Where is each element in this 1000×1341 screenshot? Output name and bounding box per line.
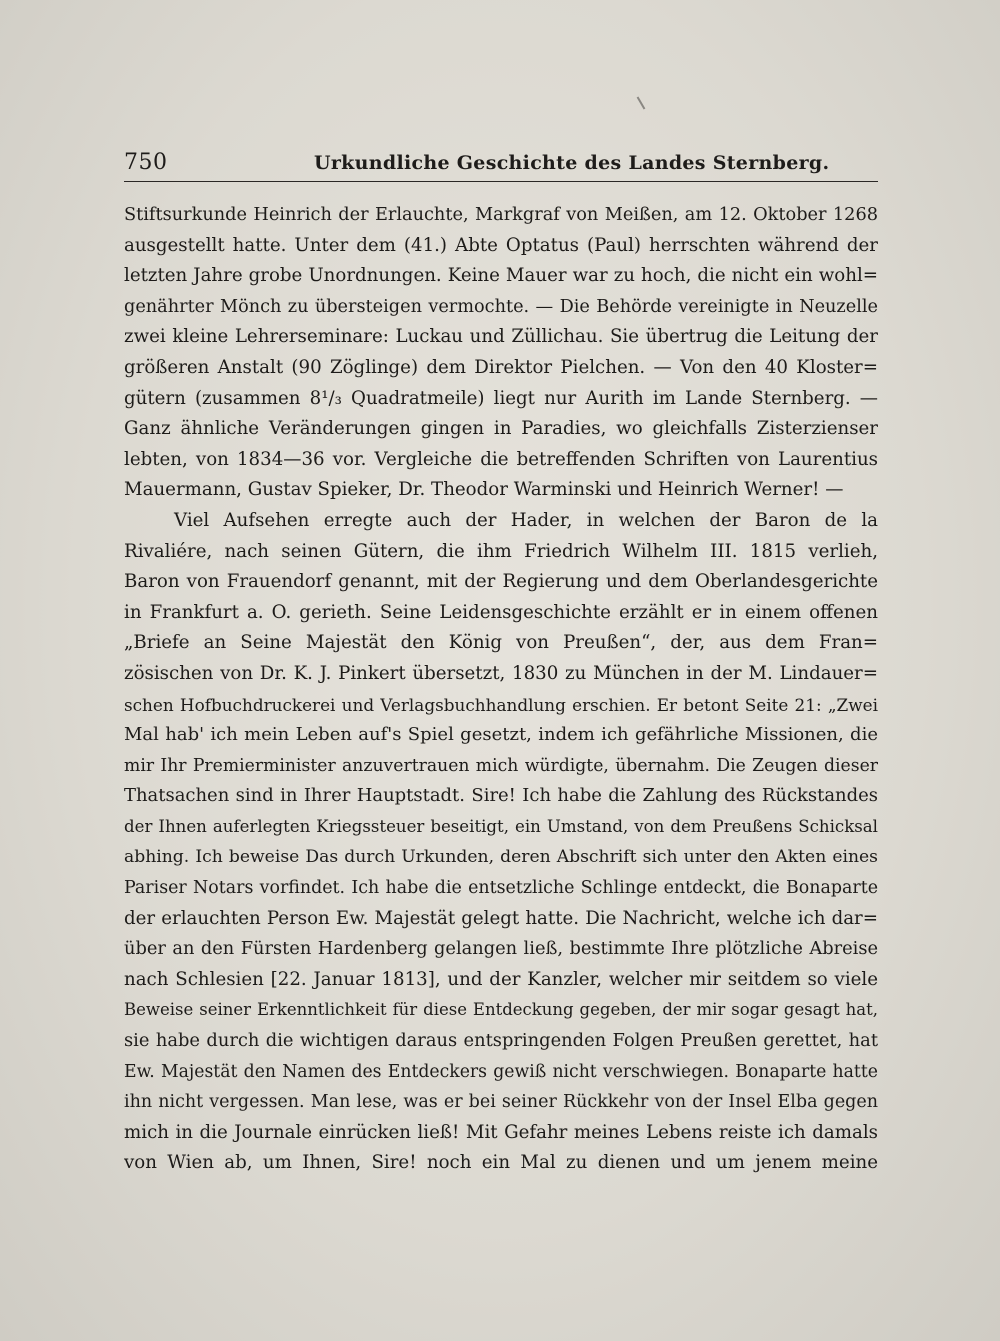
text-line: größeren Anstalt (90 Zöglinge) dem Direktor Pielchen. — Von den 40 Kloster= [124,356,878,378]
text-line: Pariser Notars vorfindet. Ich habe die entsetzliche Schlinge entdeckt, die Bonaparte [124,878,878,899]
text-line: Mal hab' ich mein Leben auf's Spiel gesetzt, indem ich gefährliche Missionen, die [124,724,878,746]
text-line: Ganz ähnliche Veränderungen gingen in Paradies, wo gleichfalls Zisterzienser [124,418,878,440]
text-line: zwei kleine Lehrerseminare: Luckau und Züllichau. Sie übertrug die Leitung der [124,326,878,348]
text-line: genährter Mönch zu übersteigen vermochte. — Die Behörde vereinigte in Neuzelle [124,296,878,317]
text-line: Viel Aufsehen erregte auch der Hader, in welchen der Baron de la [174,509,878,531]
text-line: nach Schlesien [22. Januar 1813], und der Kanzler, welcher mir seitdem so viele [124,968,878,990]
text-line: ihn nicht vergessen. Man lese, was er bei seiner Rückkehr von der Insel Elba gegen [124,1092,878,1113]
body-text [124,200,878,1179]
text-line: lebten, von 1834—36 vor. Vergleiche die betreffenden Schriften von Laurentius [124,448,878,470]
text-line: der erlauchten Person Ew. Majestät gelegt hatte. Die Nachricht, welche ich dar= [124,907,878,929]
text-line: abhing. Ich beweise Das durch Urkunden, deren Abschrift sich unter den Akten eines [124,847,878,868]
text-line: ausgestellt hatte. Unter dem (41.) Abte Optatus (Paul) herrschten während der [124,234,878,256]
header-rule [124,181,878,182]
text-line: Stiftsurkunde Heinrich der Erlauchte, Markgraf von Meißen, am 12. Oktober 1268 [124,205,878,225]
text-line: Mauermann, Gustav Spieker, Dr. Theodor Warminski und Heinrich Werner! — [124,479,844,501]
text-line: zösischen von Dr. K. J. Pinkert übersetzt, 1830 zu München in der M. Lindauer= [124,662,878,684]
text-line: „Briefe an Seine Majestät den König von Preußen“, der, aus dem Fran= [124,632,878,654]
text-line: von Wien ab, um Ihnen, Sire! noch ein Mal zu dienen und um jenem meine [124,1152,878,1174]
running-head: Urkundliche Geschichte des Landes Sternberg. [314,152,830,174]
text-line: schen Hofbuchdruckerei und Verlagsbuchhandlung erschien. Er betont Seite 21: „Zwei [124,694,878,715]
text-line: der Ihnen auferlegten Kriegssteuer beseitigt, ein Umstand, von dem Preußens Schicksal [124,816,878,836]
text-line: über an den Fürsten Hardenberg gelangen ließ, bestimmte Ihre plötzliche Abreise [124,938,878,960]
text-line: mich in die Journale einrücken ließ! Mit Gefahr meines Lebens reiste ich damals [124,1121,878,1143]
text-line: gütern (zusammen 8¹/₃ Quadratmeile) liegt nur Aurith im Lande Sternberg. — [124,387,878,409]
page-header [124,150,878,182]
text-line: mir Ihr Premierminister anzuvertrauen mich würdigte, übernahm. Die Zeugen dieser [124,755,878,776]
text-line: sie habe durch die wichtigen daraus entspringenden Folgen Preußen gerettet, hat [124,1030,878,1052]
text-line: Beweise seiner Erkenntlichkeit für diese Entdeckung gegeben, der mir sogar gesagt hat, [124,1000,878,1020]
text-line: Baron von Frauendorf genannt, mit der Regierung und dem Oberlandesgerichte [124,571,878,593]
text-line: Ew. Majestät den Namen des Entdeckers gewiß nicht verschwiegen. Bonaparte hatte [124,1061,878,1082]
text-line: letzten Jahre grobe Unordnungen. Keine Mauer war zu hoch, die nicht ein wohl= [124,265,878,287]
page-number: 750 [124,150,168,175]
text-line: Thatsachen sind in Ihrer Hauptstadt. Sire! Ich habe die Zahlung des Rückstandes [124,785,878,807]
text-line: in Frankfurt a. O. gerieth. Seine Leidensgeschichte erzählt er in einem offenen [124,601,878,623]
text-line: Rivaliére, nach seinen Gütern, die ihm Friedrich Wilhelm III. 1815 verlieh, [124,540,878,562]
stray-ink-mark [637,96,646,109]
